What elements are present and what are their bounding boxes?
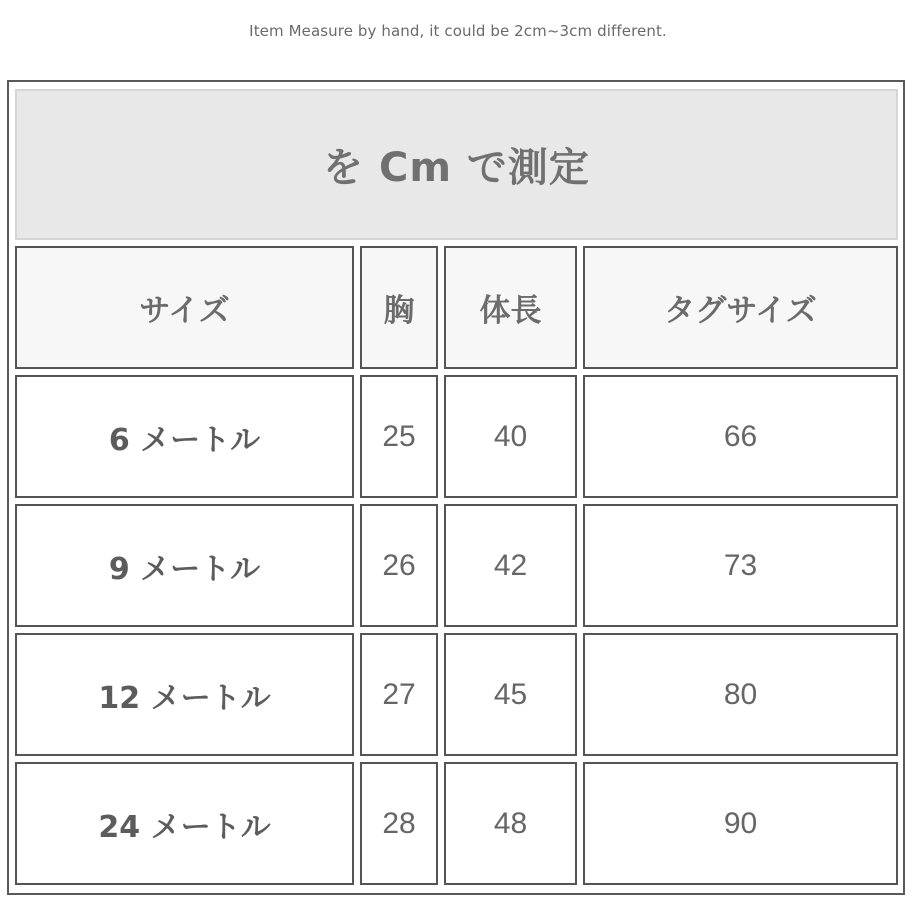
row-length-cell: 45 <box>444 633 577 756</box>
header-size: サイズ <box>15 246 354 369</box>
row-size-cell: 24 メートル <box>15 762 354 885</box>
row-length-cell: 42 <box>444 504 577 627</box>
header-length: 体長 <box>444 246 577 369</box>
row-length-cell: 48 <box>444 762 577 885</box>
row-chest-cell: 28 <box>360 762 438 885</box>
row-tag-cell: 90 <box>583 762 898 885</box>
row-chest-cell: 25 <box>360 375 438 498</box>
row-chest-cell: 26 <box>360 504 438 627</box>
header-chest: 胸 <box>360 246 438 369</box>
row-tag-cell: 66 <box>583 375 898 498</box>
row-size-cell: 9 メートル <box>15 504 354 627</box>
row-size-cell: 6 メートル <box>15 375 354 498</box>
row-size-cell: 12 メートル <box>15 633 354 756</box>
size-chart-title: を Cm で測定 <box>323 145 590 191</box>
row-chest-cell: 27 <box>360 633 438 756</box>
header-tag-size: タグサイズ <box>583 246 898 369</box>
row-length-cell: 40 <box>444 375 577 498</box>
size-chart-title-cell <box>15 89 898 240</box>
row-tag-cell: 80 <box>583 633 898 756</box>
row-tag-cell: 73 <box>583 504 898 627</box>
measurement-note: Item Measure by hand, it could be 2cm~3cm different. <box>249 22 667 40</box>
